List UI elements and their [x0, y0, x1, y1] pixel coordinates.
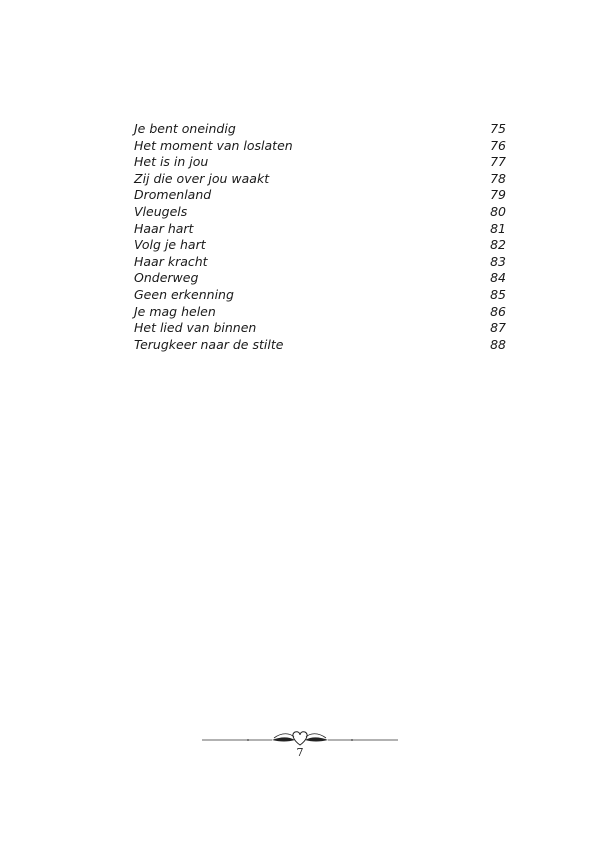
toc-entry-page: 87: [490, 320, 506, 336]
toc-entry[interactable]: [134, 171, 506, 188]
toc-entry[interactable]: [134, 187, 506, 204]
toc-entry[interactable]: [134, 254, 506, 271]
toc-entry[interactable]: [134, 287, 506, 304]
toc-entry-title: Je bent oneindig: [134, 121, 236, 136]
toc-entry-page: 86: [490, 303, 506, 319]
toc-entry[interactable]: [134, 121, 506, 138]
toc-entry-page: 79: [490, 187, 506, 203]
toc-entry-page: 78: [490, 170, 506, 186]
toc-entry[interactable]: [134, 320, 506, 337]
toc-entry-title: Onderweg: [134, 270, 199, 286]
toc-entry-title: Geen erkenning: [134, 286, 234, 302]
toc-entry[interactable]: [134, 304, 506, 321]
toc-entry-page: 83: [490, 253, 506, 269]
toc-entry-page: 75: [490, 121, 506, 136]
toc-entry-page: 81: [490, 220, 506, 236]
toc-entry-title: Vleugels: [134, 203, 188, 219]
toc-entry-page: 88: [490, 336, 506, 352]
toc-entry[interactable]: [134, 270, 506, 287]
toc-entry-title: Het is in jou: [134, 154, 209, 170]
toc-entry-title: Volg je hart: [134, 237, 206, 253]
toc-entry-page: 85: [490, 286, 506, 302]
toc-entry-page: 82: [490, 237, 506, 253]
toc-entry-page: 84: [490, 270, 506, 286]
toc-entry[interactable]: [134, 154, 506, 171]
toc-entry-page: 76: [490, 137, 506, 153]
toc-entry[interactable]: [134, 237, 506, 254]
toc-entry-page: 80: [490, 203, 506, 219]
toc-entry-title: Het moment van loslaten: [134, 137, 293, 153]
toc-entry[interactable]: [134, 337, 506, 354]
toc-entry-title: Dromenland: [134, 187, 212, 203]
toc-entry-title: Je mag helen: [134, 303, 216, 319]
toc-entry-page: 77: [490, 154, 506, 170]
toc-entry[interactable]: [134, 138, 506, 155]
toc-entry[interactable]: [134, 204, 506, 221]
toc-entry[interactable]: [134, 221, 506, 238]
table-of-contents: [134, 121, 506, 353]
page-number: 7: [296, 746, 304, 759]
heart-flourish-icon: [200, 728, 400, 748]
toc-entry-title: Terugkeer naar de stilte: [134, 336, 284, 352]
toc-entry-title: Haar kracht: [134, 253, 208, 269]
toc-entry-title: Haar hart: [134, 220, 194, 236]
toc-entry-title: Zij die over jou waakt: [134, 170, 270, 186]
toc-entry-title: Het lied van binnen: [134, 320, 257, 336]
